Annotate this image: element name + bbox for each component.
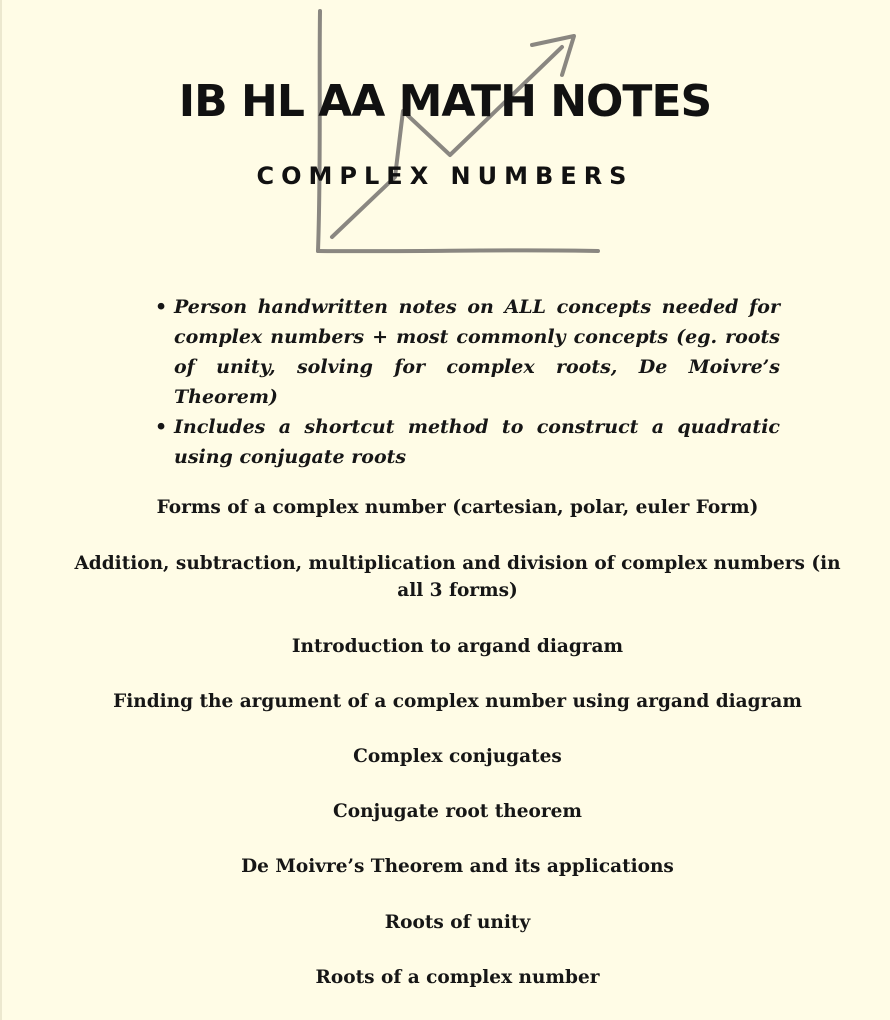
topic-item: Finding the argument of a complex number using argand diagram bbox=[113, 691, 802, 712]
highlight-text: Person handwritten notes on ALL concepts needed for complex numbers + most commonly concepts (eg. roots of unity, solving for complex roots, De Moivre’s Theorem) bbox=[174, 296, 780, 408]
highlight-item bbox=[155, 412, 780, 472]
graph-x-axis bbox=[318, 250, 598, 251]
topic-item: Roots of unity bbox=[384, 912, 531, 933]
topic-item: Roots of a complex number bbox=[315, 967, 600, 988]
highlights-list bbox=[155, 292, 780, 472]
highlight-item bbox=[155, 292, 780, 412]
page-edge bbox=[0, 0, 2, 1020]
page-subtitle: COMPLEX NUMBERS bbox=[256, 162, 634, 190]
topic-item: Conjugate root theorem bbox=[333, 801, 582, 822]
bullet-dot-icon: • bbox=[155, 416, 168, 438]
topic-item: Introduction to argand diagram bbox=[291, 636, 624, 657]
topic-item: Complex conjugates bbox=[353, 746, 562, 767]
bullet-dot-icon: • bbox=[155, 296, 168, 318]
highlight-text: Includes a shortcut method to construct a quadratic using conjugate roots bbox=[174, 416, 780, 468]
topic-item: De Moivre’s Theorem and its applications bbox=[241, 856, 674, 877]
topic-item: Forms of a complex number (cartesian, polar, euler Form) bbox=[156, 497, 759, 518]
topic-item: Addition, subtraction, multiplication and division of complex numbers (in all 3 forms) bbox=[74, 553, 841, 601]
page-title: IB HL AA MATH NOTES bbox=[178, 76, 712, 127]
